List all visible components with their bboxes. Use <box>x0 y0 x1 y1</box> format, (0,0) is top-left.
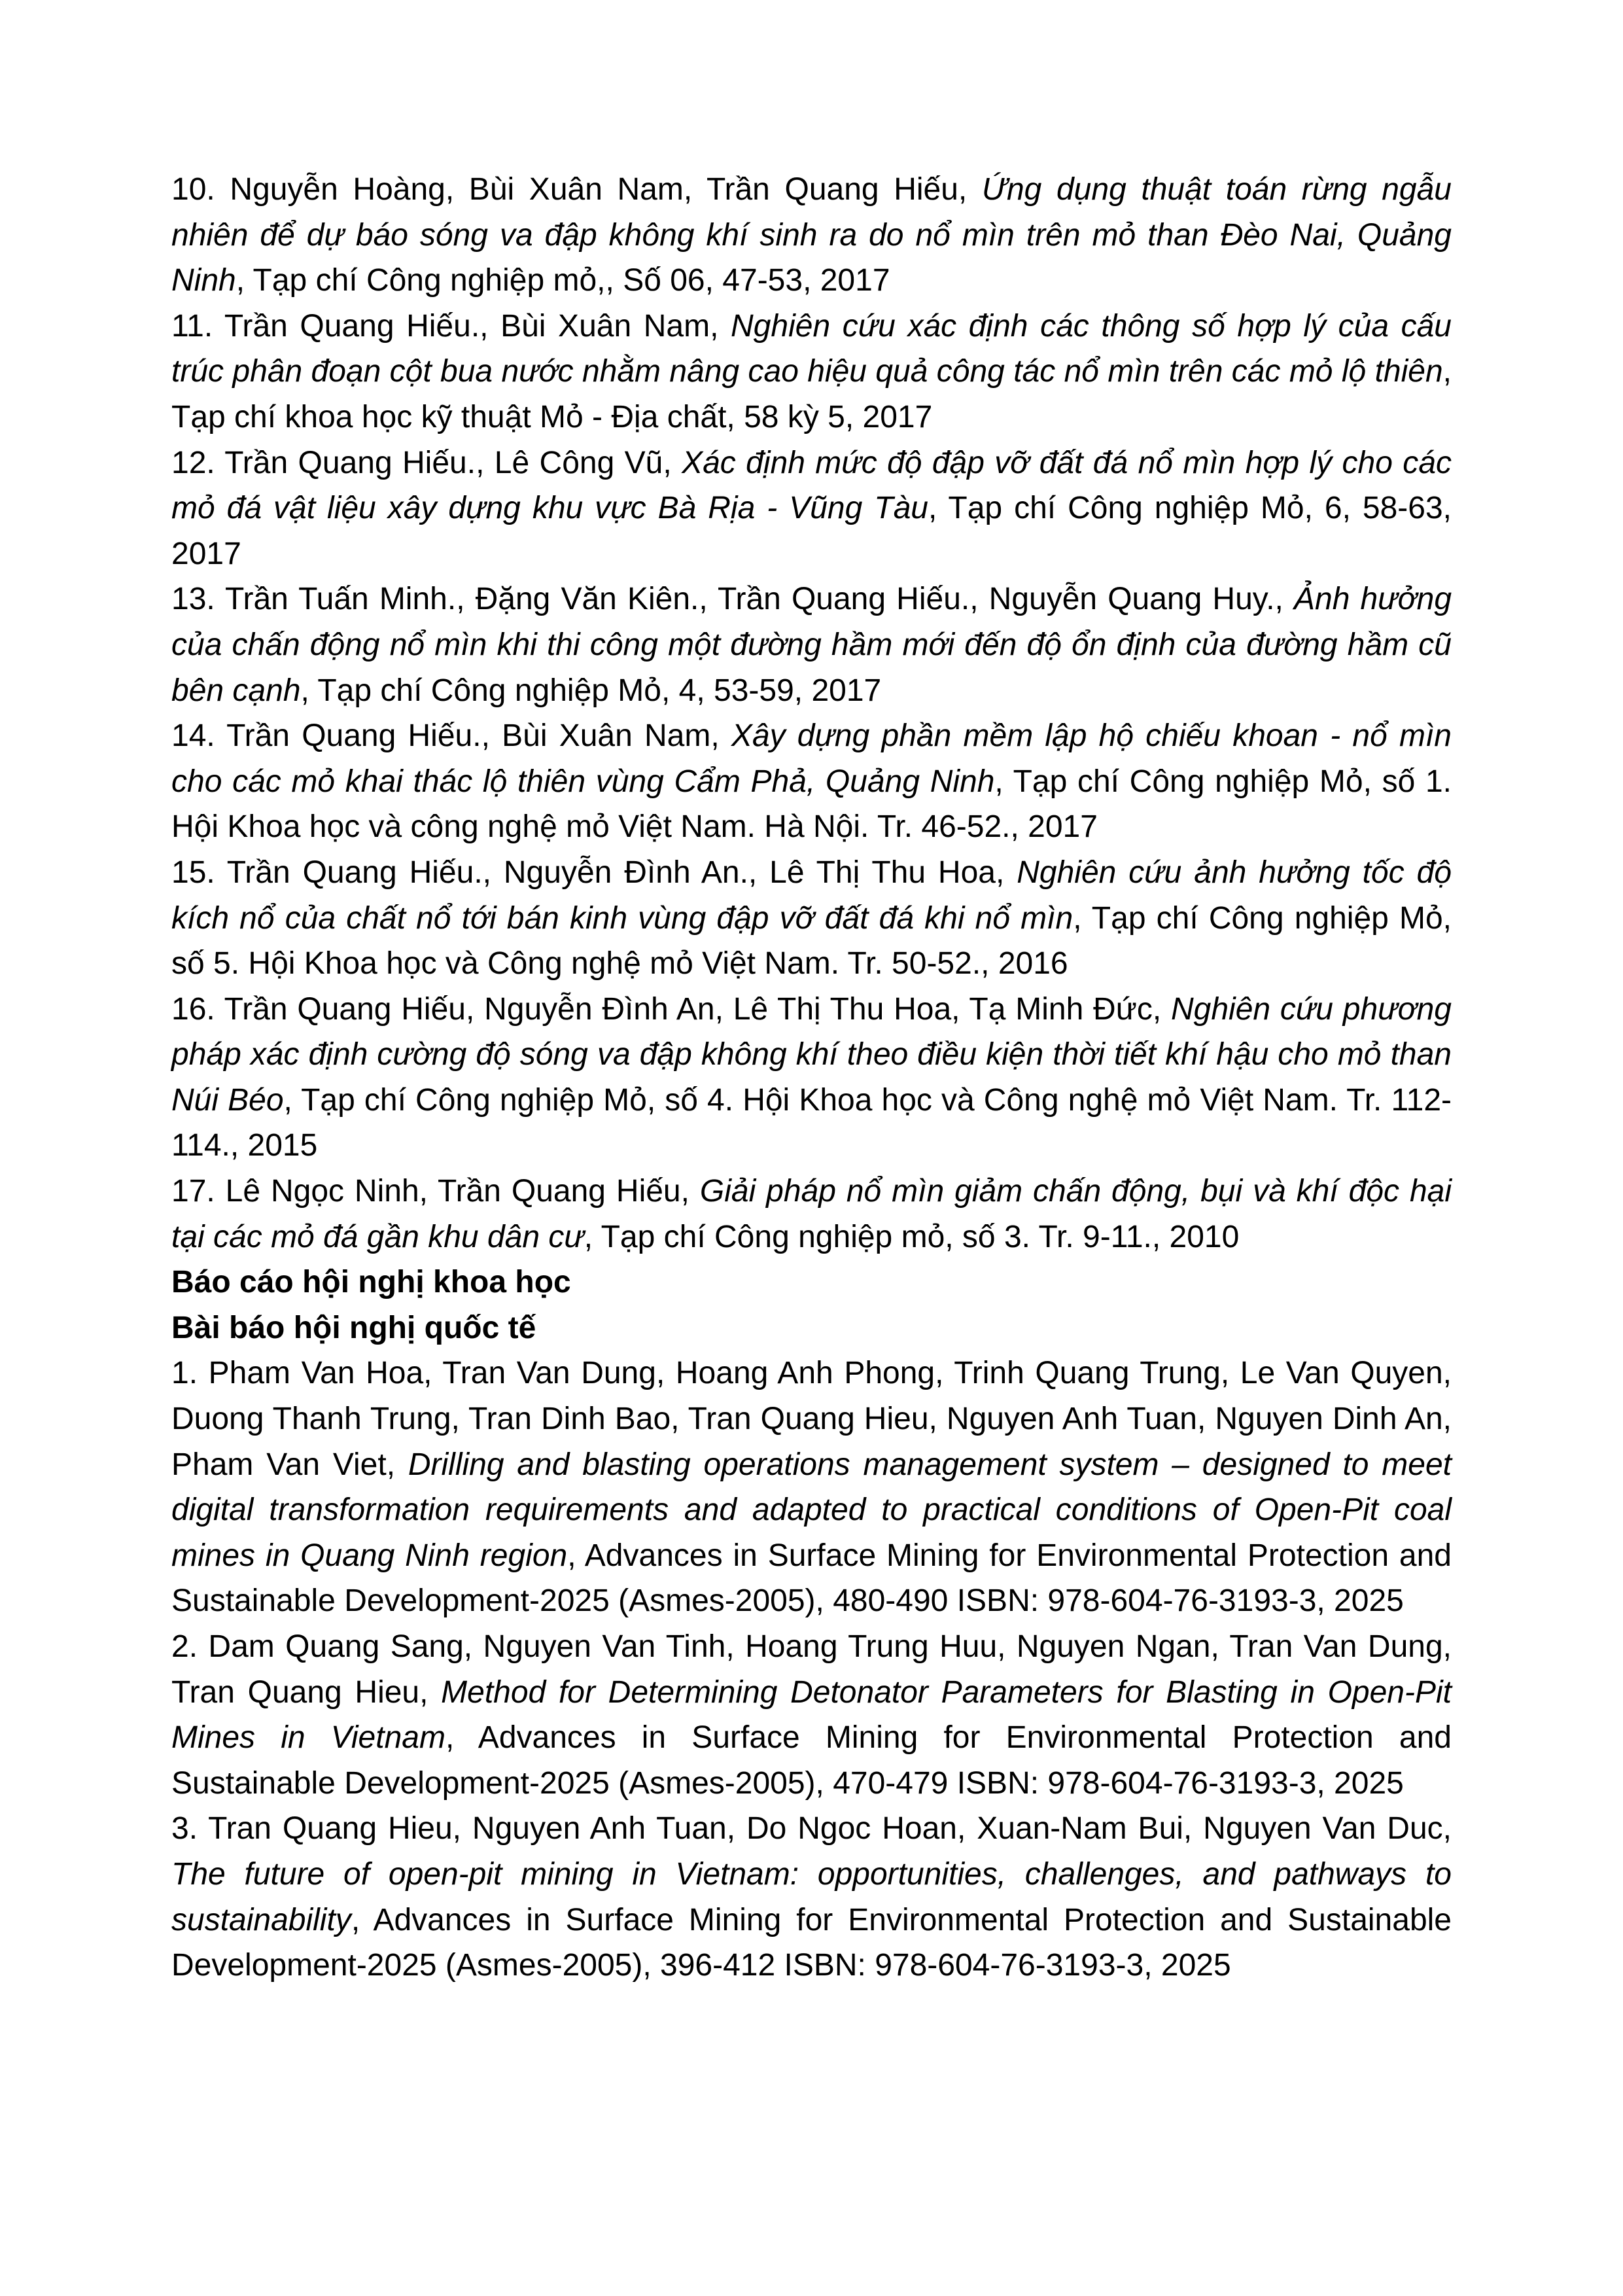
conference-source: , Advances in Surface Mining for Environmental Protection and Sustainable Development-2025 (Asmes-2005), 480-490 ISBN: 978-604-76-3193-3, 2025 <box>171 1538 1452 1619</box>
conference-entry <box>171 1624 1452 1806</box>
publication-source: , Tạp chí Công nghiệp Mỏ, 6, 58-63, 2017 <box>171 491 1452 571</box>
publication-authors: 15. Trần Quang Hiếu., Nguyễn Đình An., Lê Thị Thu Hoa, <box>171 855 1017 890</box>
conference-title: Drilling and blasting operations management system – designed to meet digital transformation requirements and adapted to practical conditions of Open-Pit coal mines in Quang Ninh region <box>171 1447 1452 1573</box>
conference-title: Method for Determining Detonator Parameters for Blasting in Open-Pit Mines in Vietnam <box>171 1674 1452 1756</box>
publication-entry <box>171 987 1452 1169</box>
publication-authors: 17. Lê Ngọc Ninh, Trần Quang Hiếu, <box>171 1174 700 1209</box>
publication-entry <box>171 1169 1452 1260</box>
publication-title: Giải pháp nổ mìn giảm chấn động, bụi và khí độc hại tại các mỏ đá gần khu dân cư <box>171 1174 1452 1254</box>
subsection-heading: Bài báo hội nghị quốc tế <box>171 1310 536 1345</box>
publication-entry <box>171 167 1452 304</box>
conference-source: , Advances in Surface Mining for Environmental Protection and Sustainable Development-2025 (Asmes-2005), 470-479 ISBN: 978-604-76-3193-3, 2025 <box>171 1720 1452 1801</box>
conference-papers-list <box>171 1351 1452 1988</box>
publication-authors: 14. Trần Quang Hiếu., Bùi Xuân Nam, <box>171 718 731 754</box>
publication-source: , Tạp chí Công nghiệp Mỏ, 4, 53-59, 2017 <box>300 673 882 708</box>
conference-entry <box>171 1351 1452 1624</box>
publication-title: Ứng dụng thuật toán rừng ngẫu nhiên để dự báo sóng va đập không khí sinh ra do nổ mìn trên mỏ than Đèo Nai, Quảng Ninh <box>171 172 1452 298</box>
conference-entry <box>171 1806 1452 1988</box>
publication-authors: 16. Trần Quang Hiếu, Nguyễn Đình An, Lê Thị Thu Hoa, Tạ Minh Đức, <box>171 991 1171 1027</box>
publication-source: , Tạp chí khoa học kỹ thuật Mỏ - Địa chất, 58 kỳ 5, 2017 <box>171 354 1452 434</box>
publication-entry <box>171 713 1452 850</box>
conference-authors: 1. Pham Van Hoa, Tran Van Dung, Hoang Anh Phong, Trinh Quang Trung, Le Van Quyen, Duong Thanh Trung, Tran Dinh Bao, Tran Quang Hieu, Nguyen Anh Tuan, Nguyen Dinh An, Pham Van Viet, <box>171 1356 1452 1482</box>
publication-source: , Tạp chí Công nghiệp mỏ, số 3. Tr. 9-11., 2010 <box>584 1219 1240 1254</box>
publication-title: Xác định mức độ đập vỡ đất đá nổ mìn hợp lý cho các mỏ đá vật liệu xây dựng khu vực Bà Rịa - Vũng Tàu <box>171 445 1452 526</box>
publication-title: Nghiên cứu xác định các thông số hợp lý của cấu trúc phân đoạn cột bua nước nhằm nâng cao hiệu quả công tác nổ mìn trên các mỏ lộ thiên <box>171 308 1452 389</box>
conference-title: The future of open-pit mining in Vietnam: opportunities, challenges, and pathways to sustainability <box>171 1856 1452 1937</box>
publication-title: Xây dựng phần mềm lập hộ chiếu khoan - nổ mìn cho các mỏ khai thác lộ thiên vùng Cẩm Phả, Quảng Ninh <box>171 718 1452 799</box>
journal-publications-list <box>171 167 1452 1260</box>
publication-title: Nghiên cứu phương pháp xác định cường độ sóng va đập không khí theo điều kiện thời tiết khí hậu cho mỏ than Núi Béo <box>171 991 1452 1118</box>
conference-authors: 2. Dam Quang Sang, Nguyen Van Tinh, Hoang Trung Huu, Nguyen Ngan, Tran Van Dung, Tran Quang Hieu, <box>171 1629 1452 1710</box>
publication-authors: 10. Nguyễn Hoàng, Bùi Xuân Nam, Trần Quang Hiếu, <box>171 172 982 207</box>
publication-authors: 13. Trần Tuấn Minh., Đặng Văn Kiên., Trần Quang Hiếu., Nguyễn Quang Huy., <box>171 582 1294 617</box>
publication-entry <box>171 576 1452 713</box>
publication-authors: 12. Trần Quang Hiếu., Lê Công Vũ, <box>171 445 682 480</box>
document-page <box>171 167 1452 1988</box>
publication-title: Ảnh hưởng của chấn động nổ mìn khi thi công một đường hầm mới đến độ ổn định của đường hầm cũ bên cạnh <box>171 582 1452 708</box>
publication-entry <box>171 440 1452 577</box>
publication-source: , Tạp chí Công nghiệp Mỏ, số 4. Hội Khoa học và Công nghệ mỏ Việt Nam. Tr. 112-114., 2015 <box>171 1082 1452 1163</box>
publication-authors: 11. Trần Quang Hiếu., Bùi Xuân Nam, <box>171 308 731 344</box>
section-heading: Báo cáo hội nghị khoa học <box>171 1265 571 1300</box>
publication-source: , Tạp chí Công nghiệp Mỏ, số 1. Hội Khoa học và công nghệ mỏ Việt Nam. Hà Nội. Tr. 46-52., 2017 <box>171 764 1452 845</box>
conference-source: , Advances in Surface Mining for Environmental Protection and Sustainable Development-2025 (Asmes-2005), 396-412 ISBN: 978-604-76-3193-3, 2025 <box>171 1902 1452 1983</box>
publication-entry <box>171 850 1452 987</box>
publication-source: , Tạp chí Công nghiệp mỏ,, Số 06, 47-53, 2017 <box>236 263 890 298</box>
publication-entry <box>171 304 1452 440</box>
conference-authors: 3. Tran Quang Hieu, Nguyen Anh Tuan, Do Ngoc Hoan, Xuan-Nam Bui, Nguyen Van Duc, <box>171 1811 1452 1846</box>
publication-title: Nghiên cứu ảnh hưởng tốc độ kích nổ của chất nổ tới bán kinh vùng đập vỡ đất đá khi nổ mìn <box>171 855 1452 936</box>
publication-source: , Tạp chí Công nghiệp Mỏ, số 5. Hội Khoa học và Công nghệ mỏ Việt Nam. Tr. 50-52., 2016 <box>171 900 1452 981</box>
